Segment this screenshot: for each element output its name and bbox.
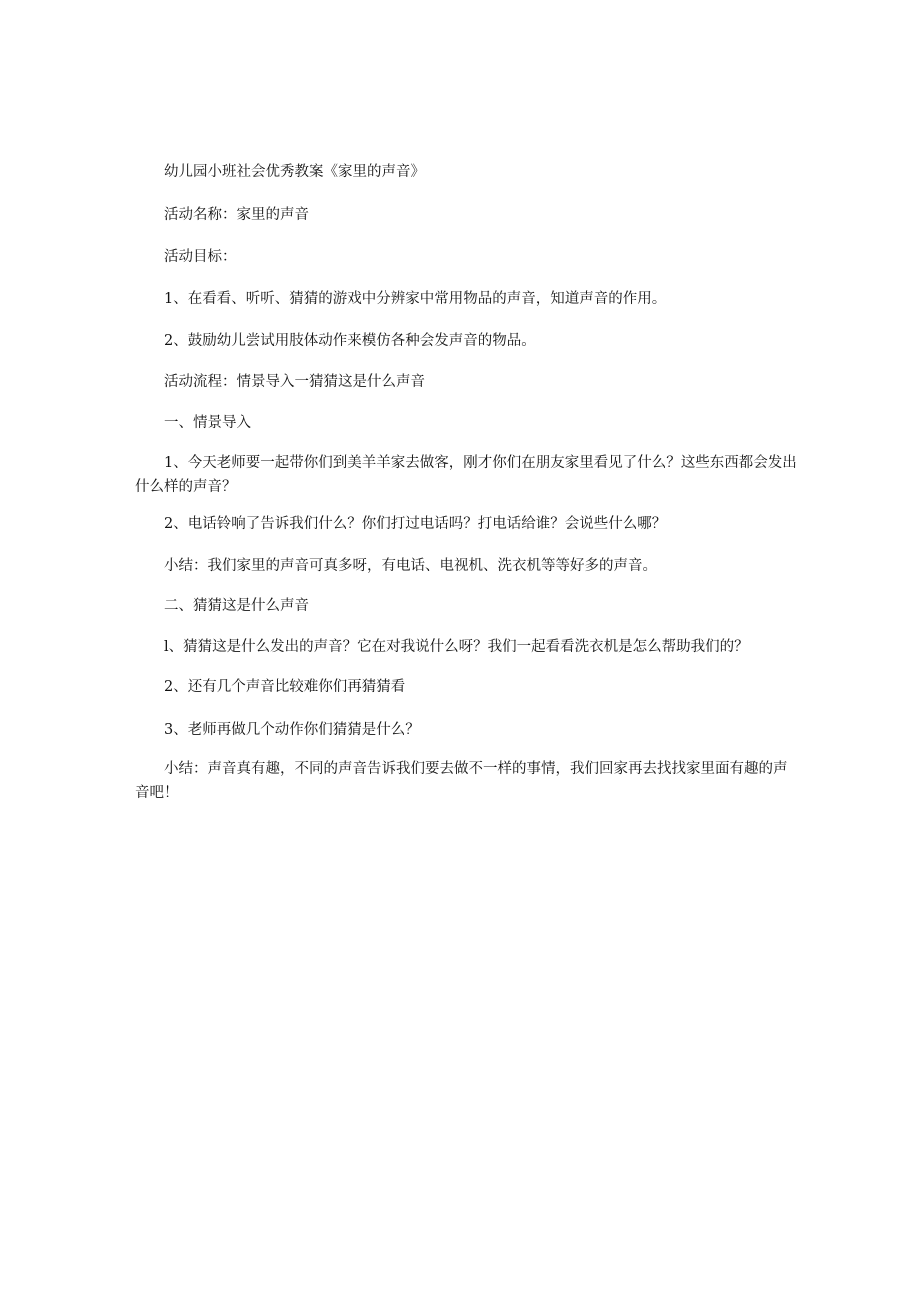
activity-name: 活动名称：家里的声音: [164, 207, 309, 223]
goal-item-2: 2、鼓励幼儿尝试用肢体动作来模仿各种会发声音的物品。: [164, 333, 536, 349]
section-2-item-3: 3、老师再做几个动作你们猜猜是什么？: [164, 722, 420, 738]
section-2-heading: 二、猜猜这是什么声音: [164, 598, 309, 614]
section-2-summary: 小结：声音真有趣，不同的声音告诉我们要去做不一样的事情，我们回家再去找找家里面有趣的声音吧！: [135, 761, 788, 801]
section-1-summary: 小结：我们家里的声音可真多呀，有电话、电视机、洗衣机等等好多的声音。: [164, 558, 657, 574]
section-2-item-2: 2、还有几个声音比较难你们再猜猜看: [164, 679, 406, 695]
activity-process: 活动流程：情景导入一猜猜这是什么声音: [164, 374, 425, 390]
goals-label: 活动目标：: [164, 249, 237, 265]
document-title: 幼儿园小班社会优秀教案《家里的声音》: [164, 164, 425, 180]
section-1-item-2: 2、电话铃响了告诉我们什么？你们打过电话吗？打电话给谁？会说些什么哪？: [164, 516, 667, 532]
section-1-item-1: 1、今天老师要一起带你们到美羊羊家去做客，刚才你们在朋友家里看见了什么？这些东西都会发出什么样的声音？: [135, 455, 797, 495]
section-2-item-1: l、猜猜这是什么发出的声音？它在对我说什么呀？我们一起看看洗衣机是怎么帮助我们的？: [164, 639, 749, 655]
section-1-heading: 一、情景导入: [164, 415, 251, 431]
goal-item-1: 1、在看看、听听、猜猜的游戏中分辨家中常用物品的声音，知道声音的作用。: [164, 291, 667, 307]
